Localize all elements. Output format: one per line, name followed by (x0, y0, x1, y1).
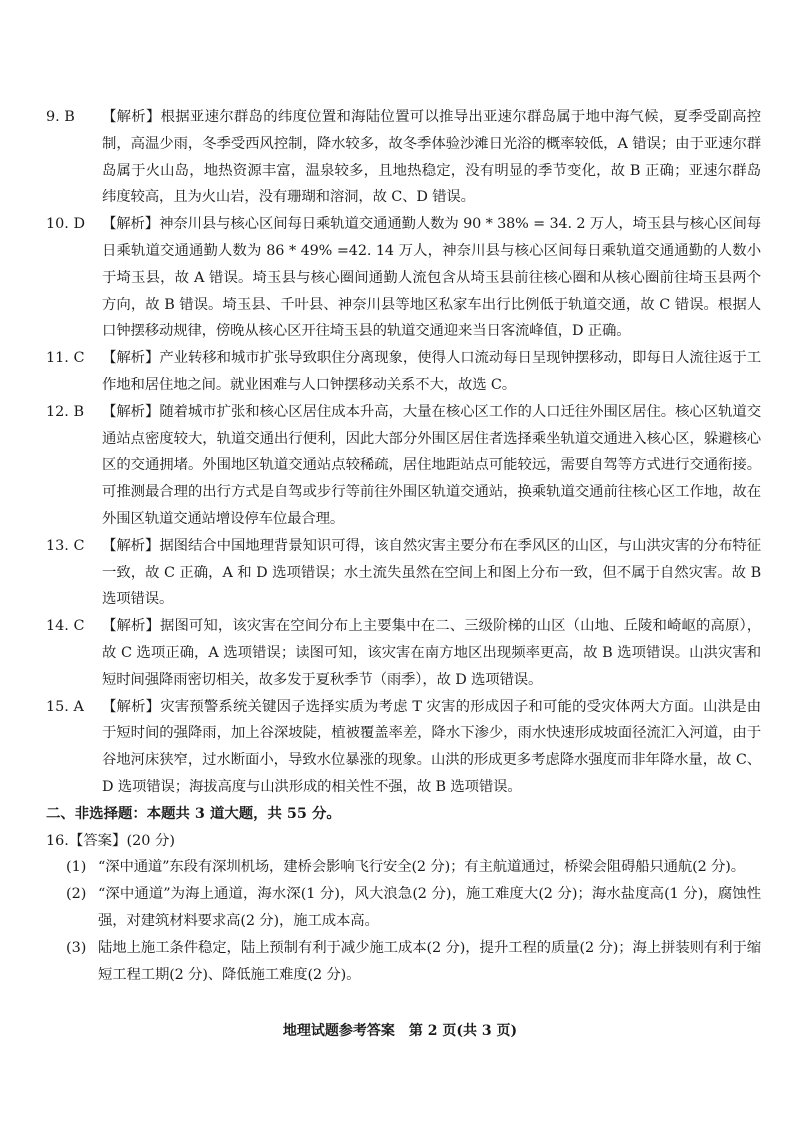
item-text (102, 694, 761, 801)
item-text (102, 345, 761, 399)
analysis-tag: 【解析】 (102, 109, 161, 125)
item-number: 15. A (46, 698, 84, 715)
item-number: 10. D (46, 216, 85, 233)
analysis-tag: 【解析】 (102, 216, 160, 233)
analysis-body: 神奈川县与核心区间每日乘轨道交通通勤人数为 90 * 38% = 34. 2 万人，埼玉县与核心区间每日乘轨道交通通勤人数为 86 * 49% =42. 14 万人，神奈川县与核心区间每日乘轨道交通通勤的人数小于埼玉县，故 A 错误。埼玉县与核心圈间通勤人流包含从埼玉县前往核心圈和从核心圈前往埼玉县两个方向，故 B 错误。埼玉县、千叶县、神奈川县等地区私家车出行比例低于轨道交通，故 C 错误。根据人口钟摆移动规律，傍晚从核心区开往埼玉县的轨道交通迎来当日客流峰值，D 正确。 (102, 216, 761, 340)
analysis-body: 据图可知，该灾害在空间分布上主要集中在二、三级阶梯的山区（山地、丘陵和崎岖的高原），故 C 选项正确，A 选项错误；读图可知，该灾害在南方地区出现频率更高，故 B 选项错误。山洪灾害和短时间强降雨密切相关，故多发于夏秋季节（雨季），故 D 选项错误。 (102, 618, 761, 688)
question-16-part-1 (66, 854, 761, 881)
question-16-heading: 16.【答案】(20 分) (46, 832, 175, 849)
answer-item-9 (46, 104, 761, 211)
item-text (102, 211, 761, 345)
answer-content (46, 104, 761, 988)
answer-item-10 (46, 211, 761, 345)
part-number: (2) (66, 886, 87, 903)
analysis-tag: 【解析】 (102, 403, 160, 420)
item-text (102, 613, 761, 693)
analysis-tag: 【解析】 (102, 350, 160, 367)
item-number: 13. C (46, 537, 85, 554)
part-number: (1) (66, 859, 87, 876)
analysis-body: 据图结合中国地理背景知识可得，该自然灾害主要分布在季风区的山区，与山洪灾害的分布特征一致，故 C 正确，A 和 D 选项错误；水土流失虽然在空间上和图上分布一致，但不属于自然灾害。故 B 选项错误。 (102, 537, 761, 608)
question-16-part-3 (66, 935, 761, 989)
item-number: 12. B (46, 403, 85, 420)
analysis-tag: 【解析】 (102, 618, 160, 635)
item-text (102, 533, 761, 613)
item-number: 14. C (46, 618, 85, 635)
part-text: “深中通道”东段有深圳机场，建桥会影响飞行安全(2 分)；有主航道通过，桥梁会阻碍船只通航(2 分)。 (98, 859, 746, 876)
analysis-body: 随着城市扩张和核心区居住成本升高，大量在核心区工作的人口迁往外围区居住。核心区轨道交通站点密度较大，轨道交通出行便利，因此大部分外围区居住者选择乘坐轨道交通进入核心区，躲避核心区的交通拥堵。外围地区轨道交通站点较稀疏，居住地距站点可能较远，需要自驾等方式进行交通衔接。可推测最合理的出行方式是自驾或步行等前往外围区轨道交通站，换乘轨道交通前往核心区工作地，故在外围区轨道交通站增设停车位最合理。 (102, 403, 761, 527)
item-number: 11. C (46, 350, 85, 367)
answer-item-13 (46, 533, 761, 613)
analysis-tag: 【解析】 (102, 537, 160, 554)
item-text (102, 399, 761, 533)
part-text: 陆地上施工条件稳定，陆上预制有利于减少施工成本(2 分)，提升工程的质量(2 分)；海上拼装则有利于缩短工程工期(2 分)、降低施工难度(2 分)。 (98, 939, 761, 983)
analysis-body: 灾害预警系统关键因子选择实质为考虑 T 灾害的形成因子和可能的受灾体两大方面。山洪是由于短时间的强降雨，加上谷深坡陡，植被覆盖率差，降水下渗少，雨水快速形成坡面径流汇入河道，由于谷地河床狭窄，过水断面小，导致水位暴涨的现象。山洪的形成更多考虑降水强度而非年降水量，故 C、D 选项错误；海拔高度与山洪形成的相关性不强，故 B 选项错误。 (102, 698, 761, 795)
answer-item-12 (46, 399, 761, 533)
item-text (102, 104, 761, 211)
answer-item-11 (46, 345, 761, 399)
analysis-body: 根据亚速尔群岛的纬度位置和海陆位置可以推导出亚速尔群岛属于地中海气候，夏季受副高控制，高温少雨，冬季受西风控制，降水较多，故冬季体验沙滩日光浴的概率较低，A 错误；由于亚速尔群岛属于火山岛，地热资源丰富，温泉较多，且地热稳定，没有明显的季节变化，故 B 正确；亚速尔群岛纬度较高，且为火山岩，没有珊瑚和溶洞，故 C、D 错误。 (102, 109, 761, 206)
question-16-part-2 (66, 881, 761, 935)
part-number: (3) (66, 939, 87, 956)
page-footer: 地理试题参考答案 第 2 页(共 3 页) (282, 1023, 518, 1039)
answer-item-15 (46, 694, 761, 801)
part-text: “深中通道”为海上通道，海水深(1 分)，风大浪急(2 分)，施工难度大(2 分)；海水盐度高(1 分)，腐蚀性强，对建筑材料要求高(2 分)，施工成本高。 (98, 886, 761, 929)
section-heading: 二、非选择题：本题共 3 道大题，共 55 分。 (46, 804, 341, 822)
answer-item-14 (46, 613, 761, 693)
analysis-tag: 【解析】 (102, 698, 161, 715)
item-number: 9. B (46, 109, 75, 125)
analysis-body: 产业转移和城市扩张导致职住分离现象，使得人口流动每日呈现钟摆移动，即每日人流往返于工作地和居住地之间。就业困难与人口钟摆移动关系不大，故选 C。 (102, 350, 761, 393)
